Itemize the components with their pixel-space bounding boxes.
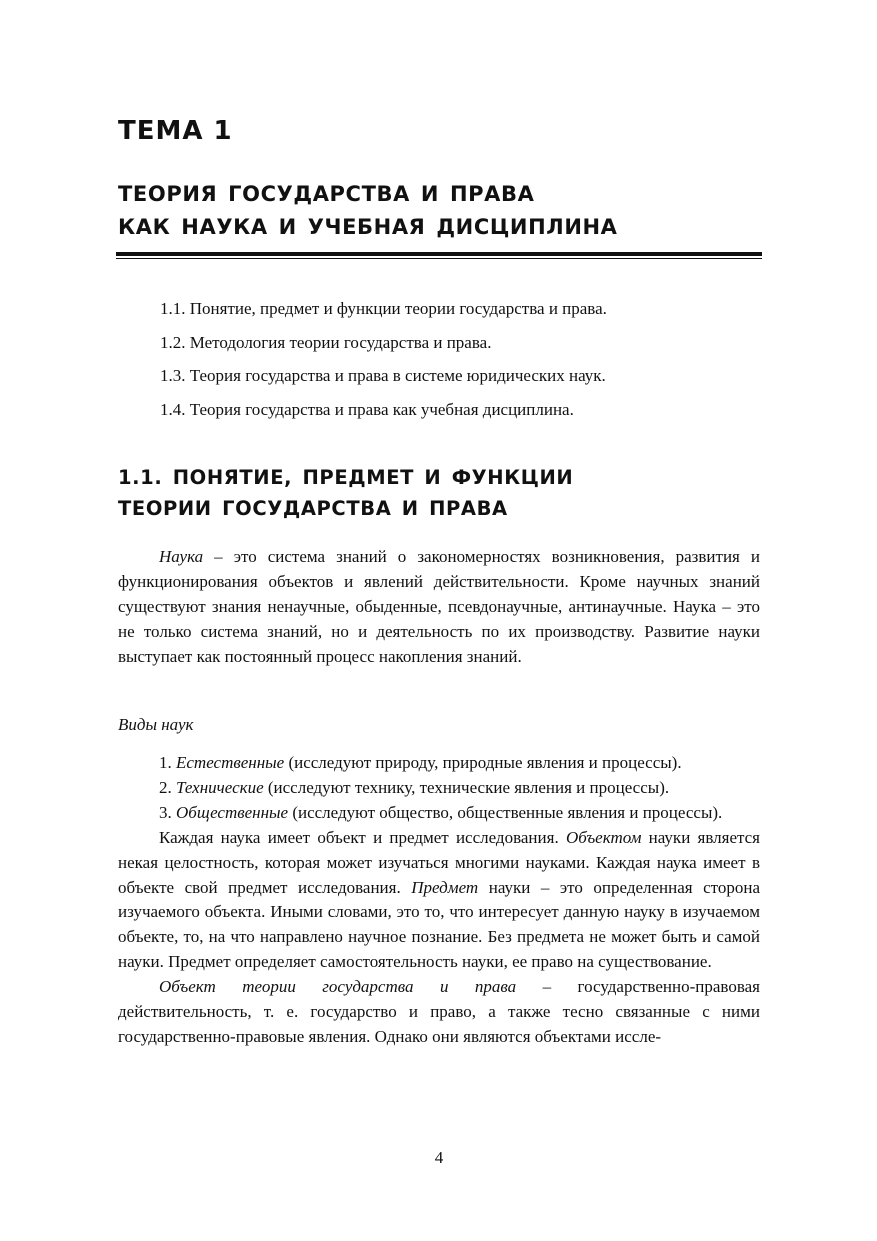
object-subject-paragraph bbox=[118, 826, 760, 975]
page-number: 4 bbox=[434, 1148, 444, 1167]
kind-item-1 bbox=[118, 751, 760, 776]
kind-description: (исследуют природу, природные явления и процессы). bbox=[284, 753, 682, 772]
document-page bbox=[118, 0, 760, 1241]
kind-description: (исследуют общество, общественные явления и процессы). bbox=[288, 802, 723, 822]
kinds-heading-text: Виды наук bbox=[118, 715, 194, 734]
kind-number: 1. bbox=[159, 753, 176, 772]
term-subject: Предмет bbox=[411, 877, 479, 897]
term-theory-object: Объект теории государства и права bbox=[159, 977, 517, 997]
contents-item: 1.1. Понятие, предмет и функции теории государства и права. bbox=[160, 299, 607, 318]
section-title bbox=[118, 462, 573, 524]
contents-item: 1.2. Методология теории государства и права. bbox=[160, 332, 492, 352]
paragraph-text: Каждая наука имеет объект и предмет исследования. bbox=[159, 827, 566, 847]
kind-number: 3. bbox=[159, 802, 176, 822]
term-science: Наука bbox=[159, 547, 204, 566]
section-title-line-2: ТЕОРИИ ГОСУДАРСТВА И ПРАВА bbox=[118, 497, 508, 520]
kind-description: (исследуют технику, технические явления и процессы). bbox=[263, 777, 670, 797]
term-object: Объектом bbox=[565, 827, 642, 847]
kind-term: Технические bbox=[176, 777, 264, 797]
kind-number: 2. bbox=[159, 777, 176, 797]
chapter-divider-thin bbox=[116, 258, 762, 259]
chapter-contents-list bbox=[160, 296, 607, 430]
chapter-divider-thick bbox=[116, 252, 762, 256]
main-text-block bbox=[118, 751, 760, 1050]
science-definition-paragraph bbox=[118, 545, 760, 670]
contents-item: 1.4. Теория государства и права как учебная дисциплина. bbox=[160, 399, 574, 419]
paragraph-text: науки является некая целостность, которая может изучаться многими науками. Каждая наука имеет в объекте свой предмет исследования. bbox=[118, 827, 760, 897]
kind-term: Естественные bbox=[176, 753, 285, 772]
chapter-title-line-1: ТЕОРИЯ ГОСУДАРСТВА И ПРАВА bbox=[118, 182, 535, 206]
kind-item-2 bbox=[118, 776, 760, 801]
chapter-title bbox=[118, 178, 618, 244]
paragraph-text: – государственно-правовая действительность, т. е. государство и право, а также тесно связанные с ними государственно-правовые явления. Однако они являются объектами иссле- bbox=[118, 977, 760, 1046]
kinds-heading bbox=[118, 713, 760, 738]
science-definition-text: – это система знаний о закономерностях возникновения, развития и функционирования объектов и явлений действительности. Кроме научных знаний существуют знания ненаучные, обыденные, псевдонаучные, антинаучные. Наука – это не только система знаний, но и деятельность по их производству. Развитие науки выступает как постоянный процесс накопления знаний. bbox=[118, 547, 760, 666]
kinds-heading-block bbox=[118, 713, 760, 738]
paragraph-text: науки – это определенная сторона изучаемого объекта. Иными словами, это то, что интересует данную науку в изучаемом объекте, то, на что направлено научное познание. Без предмета не может быть и самой науки. Предмет определяет самостоятельность науки, ее право на существование. bbox=[118, 877, 761, 972]
contents-item: 1.3. Теория государства и права в системе юридических наук. bbox=[160, 366, 606, 385]
theory-object-paragraph bbox=[118, 975, 760, 1050]
chapter-label: ТЕМА 1 bbox=[118, 116, 233, 146]
kind-term: Общественные bbox=[176, 802, 289, 822]
chapter-title-line-2: КАК НАУКА И УЧЕБНАЯ ДИСЦИПЛИНА bbox=[118, 215, 618, 239]
science-definition-block bbox=[118, 545, 760, 670]
kind-item-3 bbox=[118, 801, 760, 826]
section-title-line-1: 1.1. ПОНЯТИЕ, ПРЕДМЕТ И ФУНКЦИИ bbox=[118, 466, 574, 489]
